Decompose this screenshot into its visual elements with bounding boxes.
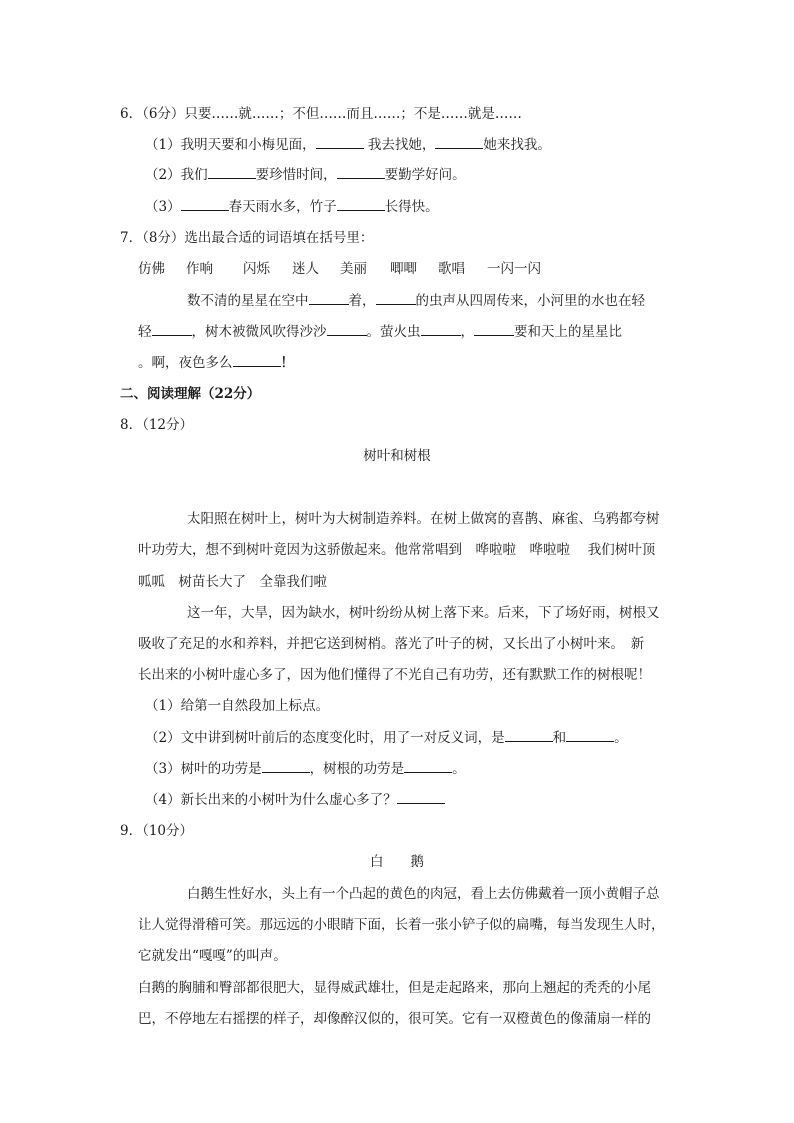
q8-sub4-a: （4）新长出来的小树叶为什么虚心多了？: [145, 792, 397, 808]
q8-sub3-b: ，树根的功劳是: [309, 761, 405, 777]
q6-sentence-3: [145, 198, 439, 216]
q8-sub2-c: 。: [614, 730, 628, 746]
q6-s1-text-c: 她来找我。: [483, 137, 551, 153]
q9-para2-line: 巴，不停地左右摇摆的样子，却像醉汉似的，很可笑。它有一双橙黄色的像蒲扇一样的: [138, 1011, 651, 1027]
q8-passage-title: 树叶和树根: [363, 448, 431, 464]
q7-passage-line-3: [138, 354, 294, 372]
q7-p3-a: 。啊，夜色多么: [138, 355, 233, 371]
q9-para1-line: 让人觉得滑稽可笑。那远远的小眼睛下面，长着一张小铲子似的扁嘴，每当发现生人时，: [138, 917, 665, 933]
q6-s3-text-c: 长得快。: [384, 199, 439, 215]
q6-sentence-2: [145, 166, 466, 184]
answer-blank[interactable]: [376, 292, 416, 305]
q6-s1-text-b: 我去找她，: [363, 137, 436, 153]
q7-p3-b: ！: [280, 355, 294, 371]
q7-p2-a: 轻: [138, 324, 152, 340]
answer-blank[interactable]: [505, 729, 553, 742]
word-option: 仿佛: [138, 261, 165, 277]
answer-blank[interactable]: [309, 292, 349, 305]
q7-p2-e: 要和天上的星星比: [514, 324, 622, 340]
q7-passage-line-2: [138, 323, 622, 341]
q8-para1-line: 叶功劳大，想不到树叶竟因为这骄傲起来。他常常唱到 哗啦啦 哗啦啦 我们树叶顶: [138, 542, 656, 558]
answer-blank[interactable]: [404, 760, 452, 773]
word-option: 美丽: [340, 261, 367, 277]
q7-p1-a: 数不清的星星在空中: [187, 293, 309, 309]
answer-blank[interactable]: [337, 198, 385, 211]
q8-subquestion-4: [145, 791, 445, 809]
word-option: 闪烁: [243, 261, 270, 277]
q7-p2-c: 。萤火虫: [366, 324, 421, 340]
q9-passage-title: 白 鹅: [370, 854, 424, 870]
q7-p1-c: 的虫声从四周传来，小河里的水也在轻: [415, 293, 645, 309]
q8-sub3-c: 。: [452, 761, 466, 777]
q8-sub3-a: （3）树叶的功劳是: [145, 761, 262, 777]
q6-header: 6．（6分）只要……就……；不但……而且……；不是……就是……: [120, 106, 522, 122]
q9-header: 9．（10分）: [120, 823, 194, 839]
answer-blank[interactable]: [208, 166, 256, 179]
answer-blank[interactable]: [435, 136, 483, 149]
answer-blank[interactable]: [421, 323, 461, 336]
q8-subquestion-2: [145, 729, 628, 747]
q8-para2-line: 长出来的小树叶虚心多了，因为他们懂得了不光自己有功劳，还有默默工作的树根呢！: [138, 667, 651, 683]
q7-p2-d: ，: [460, 324, 474, 340]
q8-para1-line: 太阳照在树叶上，树叶为大树制造养料。在树上做窝的喜鹊、麻雀、乌鸦都夸树: [187, 511, 660, 527]
q7-passage-line-1: [187, 292, 645, 310]
q7-header: 7．（8分）选出最合适的词语填在括号里：: [120, 230, 374, 246]
q6-s3-text-a: （3）: [145, 199, 181, 215]
q9-para1-line: 白鹅生性好水，头上有一个凸起的黄色的肉冠，看上去仿佛戴着一顶小黄帽子总: [187, 886, 660, 902]
word-option: 作响: [186, 261, 213, 277]
q8-sub2-b: 和: [552, 730, 567, 746]
answer-blank[interactable]: [566, 729, 614, 742]
q6-s1-text-a: （1）我明天要和小梅见面，: [145, 137, 316, 153]
q6-s3-text-b: 春天雨水多，竹子: [228, 199, 337, 215]
answer-blank[interactable]: [474, 323, 514, 336]
answer-blank[interactable]: [316, 136, 364, 149]
word-option: 迷人: [292, 261, 319, 277]
q7-p1-b: 着，: [348, 293, 376, 309]
q8-para1-line: 呱呱 树苗长大了 全靠我们啦: [138, 574, 327, 590]
section-heading: 二、阅读理解（22分）: [120, 386, 261, 402]
answer-blank[interactable]: [327, 323, 367, 336]
q8-subquestion-3: [145, 760, 466, 778]
q8-para2-line: 这一年，大旱，因为缺水，树叶纷纷从树上落下来。后来，下了场好雨，树根又: [187, 605, 660, 621]
q7-p2-b: ，树木被微风吹得沙沙: [191, 324, 327, 340]
q6-s2-text-b: 要珍惜时间，: [255, 167, 337, 183]
q8-para2-line: 吸收了充足的水和养料，并把它送到树梢。落光了叶子的树，又长出了小树叶来。 新: [138, 636, 645, 652]
answer-blank[interactable]: [233, 354, 281, 367]
q8-sub2-a: （2）文中讲到树叶前后的态度变化时，用了一对反义词，是: [145, 730, 505, 746]
answer-blank[interactable]: [337, 166, 385, 179]
q8-header: 8．（12分）: [120, 417, 194, 433]
q9-para1-line: 它就发出“嘎嘎”的叫声。: [138, 948, 287, 964]
q6-sentence-1: [145, 136, 551, 154]
word-option: 歌唱: [438, 261, 465, 277]
word-option: 唧唧: [390, 261, 417, 277]
answer-blank[interactable]: [397, 791, 445, 804]
q6-s2-text-a: （2）我们: [145, 167, 208, 183]
word-option: 一闪一闪: [487, 261, 541, 277]
q9-para2-line: 白鹅的胸脯和臀部都很肥大，显得威武雄壮，但是走起路来，那向上翘起的秃秃的小尾: [138, 980, 651, 996]
answer-blank[interactable]: [262, 760, 310, 773]
q6-s2-text-c: 要勤学好问。: [384, 167, 466, 183]
answer-blank[interactable]: [181, 198, 229, 211]
answer-blank[interactable]: [152, 323, 192, 336]
q8-subquestion-1: （1）给第一自然段加上标点。: [145, 698, 330, 714]
